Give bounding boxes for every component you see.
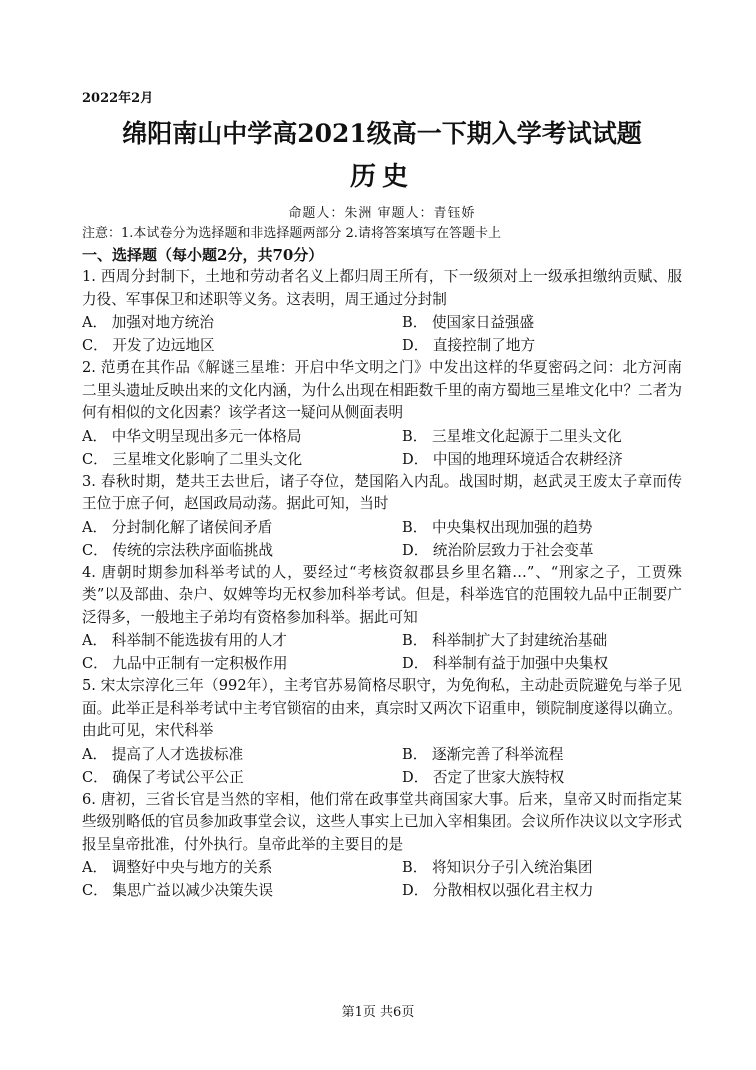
exam-notice: 注意：1.本试卷分为选择题和非选择题两部分 2.请将答案填写在答题卡上 — [82, 226, 501, 241]
option-a: A． 科举制不能选拔有用的人才 — [82, 632, 287, 649]
option-c: C． 开发了边远地区 — [82, 337, 215, 354]
options-row — [82, 539, 682, 562]
option-c: C． 九品中正制有一定积极作用 — [82, 655, 288, 672]
option-c: C． 三星堆文化影响了二里头文化 — [82, 450, 303, 468]
option-b: B． 逐渐完善了科举流程 — [402, 745, 564, 763]
options-row — [82, 448, 682, 471]
question-5 — [82, 675, 682, 789]
exam-subject: 历史 — [349, 162, 414, 192]
question-6 — [82, 789, 682, 903]
option-b: B． 中央集权出现加强的趋势 — [402, 518, 593, 536]
page-footer: 第1页 共6页 — [341, 1005, 415, 1020]
exam-page — [82, 86, 682, 902]
question-stem: 4. 唐朝时期参加科举考试的人，要经过“考核资叙郡县乡里名籍…”、“刑家之子，工贾殊类”以及部曲、杂户、奴婢等均无权参加科举考试。但是，科举选官的范围较九品中正制要广泛得多，一般地主子弟均有资格参加科举。据此可知 — [82, 563, 682, 626]
question-stem: 6. 唐初，三省长官是当然的宰相，他们常在政事堂共商国家大事。后来，皇帝又时而指定某些级别略低的官员参加政事堂会议，这些人事实上已加入宰相集团。会议所作决议以文字形式报呈皇帝批准，付外执行。皇帝此举的主要目的是 — [82, 790, 682, 853]
section-heading: 一、选择题（每小题2分，共70分） — [82, 246, 324, 264]
exam-date: 2022年2月 — [82, 91, 154, 106]
options-row — [82, 879, 682, 902]
options-row — [82, 516, 682, 539]
options-row — [82, 311, 682, 334]
question-2 — [82, 357, 682, 471]
option-c: C． 集思广益以减少决策失误 — [82, 882, 273, 899]
option-b: B． 三星堆文化起源于二里头文化 — [402, 427, 622, 445]
options-row — [82, 334, 682, 357]
question-stem: 3. 春秋时期，楚共王去世后，诸子夺位，楚国陷入内乱。战国时期，赵武灵王废太子章而传王位于庶子何，赵国政局动荡。据此可知，当时 — [82, 472, 682, 512]
options-row — [82, 652, 682, 675]
option-d: D． 否定了世家大族特权 — [402, 768, 565, 786]
option-d: D． 直接控制了地方 — [402, 337, 536, 354]
option-b: B． 将知识分子引入统治集团 — [402, 859, 593, 876]
question-stem: 5. 宋太宗淳化三年（992年），主考官苏易简格尽职守，为免徇私，主动赴贡院避免与举子见面。此举正是科举考试中主考官锁宿的由来，真宗时又两次下诏重申，锁院制度遂得以确立。由此可见，宋代科举 — [82, 677, 682, 739]
option-a: A． 中华文明呈现出多元一体格局 — [82, 427, 302, 445]
options-row — [82, 743, 682, 766]
options-row — [82, 766, 682, 789]
option-b: B． 科举制扩大了封建统治基础 — [402, 632, 608, 649]
option-a: A． 加强对地方统治 — [82, 314, 214, 331]
option-c: C． 确保了考试公平公正 — [82, 768, 244, 786]
option-d: D． 科举制有益于加强中央集权 — [402, 655, 609, 672]
option-c: C． 传统的宗法秩序面临挑战 — [82, 541, 273, 559]
option-a: A． 分封制化解了诸侯间矛盾 — [82, 518, 273, 536]
option-a: A． 调整好中央与地方的关系 — [82, 859, 273, 876]
question-1 — [82, 266, 682, 357]
option-d: D． 分散相权以强化君主权力 — [402, 882, 594, 899]
question-stem: 1. 西周分封制下，土地和劳动者名义上都归周王所有，下一级须对上一级承担缴纳贡赋、服力役、军事保卫和述职等义务。这表明，周王通过分封制 — [82, 268, 682, 308]
option-a: A． 提高了人才选拔标准 — [82, 745, 244, 763]
options-row — [82, 856, 682, 879]
question-stem: 2. 范勇在其作品《解谜三星堆：开启中华文明之门》中发出这样的华夏密码之问：北方河南二里头遗址反映出来的文化内涵，为什么出现在相距数千里的南方蜀地三星堆文化中？二者为何有相似的文化因素？该学者这一疑问从侧面表明 — [82, 359, 682, 421]
question-3 — [82, 471, 682, 562]
exam-authors: 命题人：朱洲 审题人：青钰娇 — [288, 206, 476, 221]
option-b: B． 使国家日益强盛 — [402, 314, 535, 331]
option-d: D． 中国的地理环境适合农耕经济 — [402, 450, 623, 468]
question-4 — [82, 562, 682, 676]
options-row — [82, 629, 682, 652]
exam-title: 绵阳南山中学高2021级高一下期入学考试试题 — [122, 119, 642, 148]
options-row — [82, 425, 682, 448]
option-d: D． 统治阶层致力于社会变革 — [402, 541, 594, 559]
